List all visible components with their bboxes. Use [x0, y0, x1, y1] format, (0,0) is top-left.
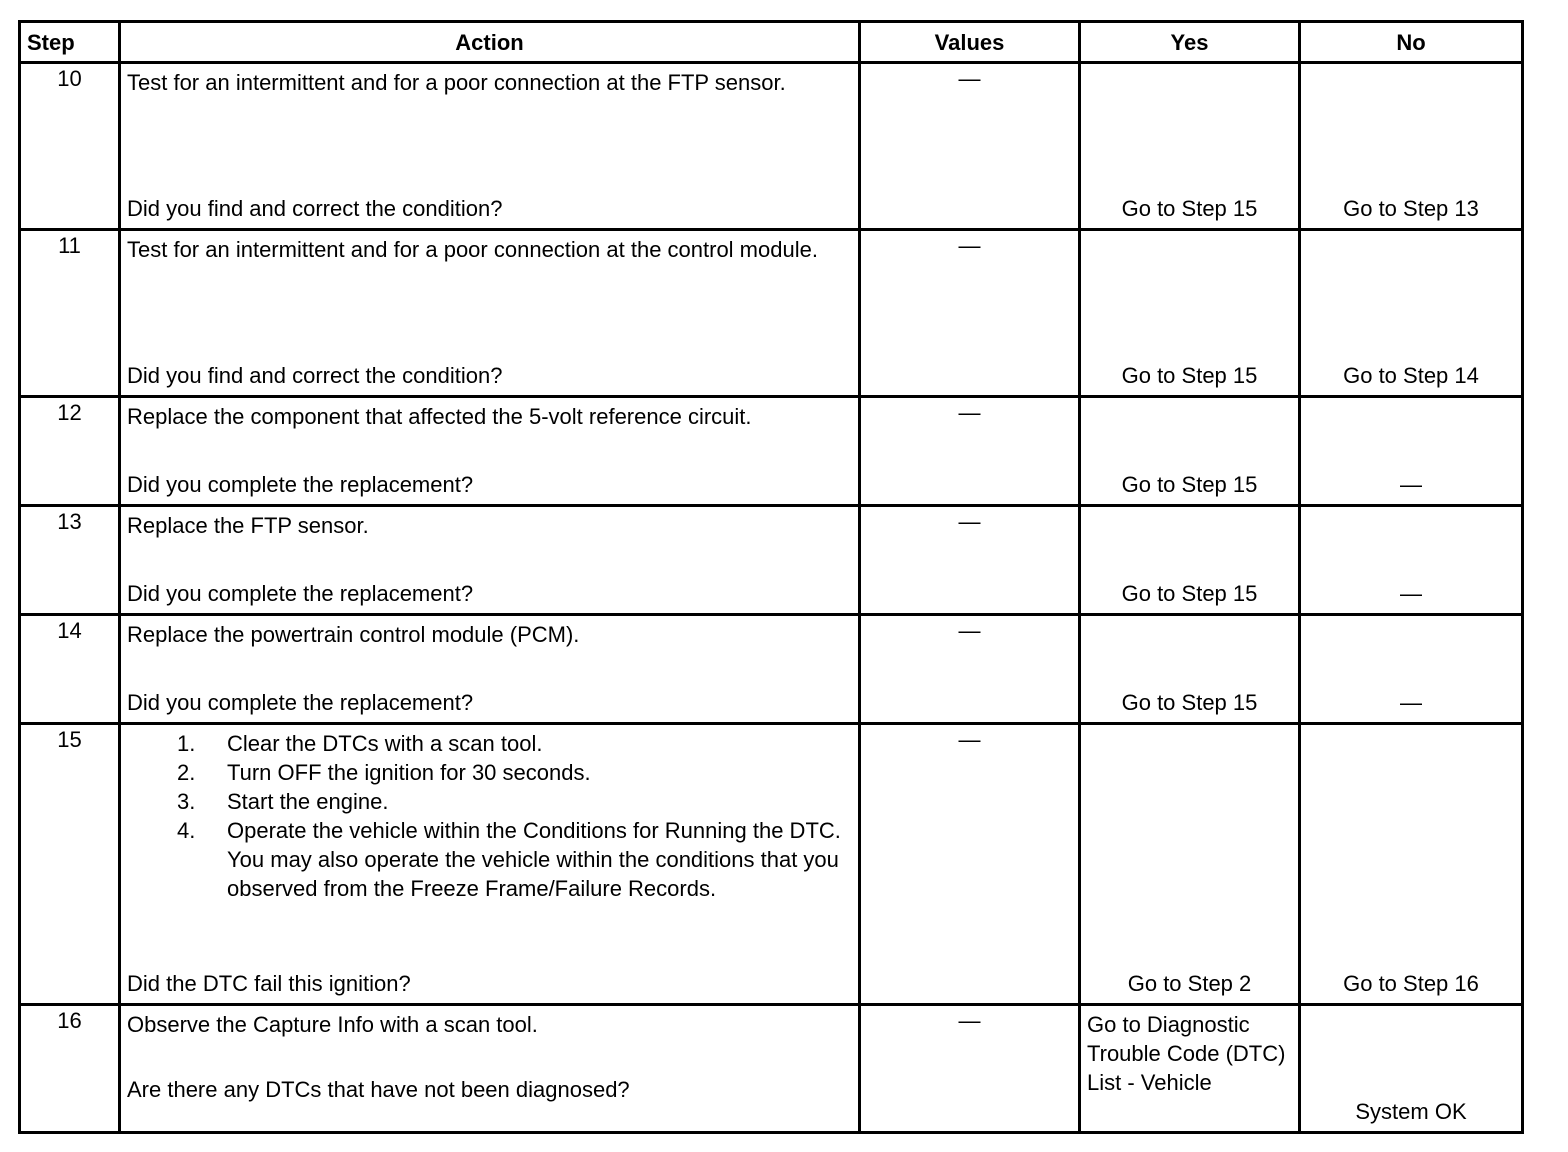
values-cell: —: [860, 506, 1080, 615]
yes-result: Go to Step 2: [1127, 971, 1252, 996]
values-cell: —: [860, 724, 1080, 1005]
step-number: 16: [20, 1005, 120, 1133]
step-number: 11: [20, 230, 120, 397]
header-row: [20, 22, 1523, 63]
action-question: Are there any DTCs that have not been diagnosed?: [127, 1077, 630, 1102]
action-text: Replace the FTP sensor.: [127, 513, 369, 538]
action-question: Did you find and correct the condition?: [127, 196, 503, 221]
action-cell: [120, 724, 860, 1005]
action-question: Did the DTC fail this ignition?: [127, 971, 411, 996]
no-result: Go to Step 16: [1343, 971, 1479, 996]
header-no: No: [1300, 22, 1523, 63]
yes-cell: [1080, 1005, 1300, 1133]
action-cell: [120, 230, 860, 397]
action-cell: [120, 397, 860, 506]
no-cell: [1300, 506, 1523, 615]
table-row: [20, 397, 1523, 506]
action-text: Replace the component that affected the 5-volt reference circuit.: [127, 404, 752, 429]
yes-cell: [1080, 506, 1300, 615]
no-cell: [1300, 1005, 1523, 1133]
step-number: 13: [20, 506, 120, 615]
action-question: Did you complete the replacement?: [127, 472, 474, 497]
table-row: [20, 1005, 1523, 1133]
yes-cell: [1080, 397, 1300, 506]
action-text: Test for an intermittent and for a poor connection at the FTP sensor.: [127, 70, 786, 95]
action-cell: [120, 506, 860, 615]
yes-result: Go to Step 15: [1121, 196, 1258, 221]
values-cell: —: [860, 230, 1080, 397]
step-number: 15: [20, 724, 120, 1005]
yes-cell: [1080, 63, 1300, 230]
action-question: Did you complete the replacement?: [127, 690, 474, 715]
no-cell: [1300, 724, 1523, 1005]
header-yes: Yes: [1080, 22, 1300, 63]
table-row: [20, 63, 1523, 230]
table-row: [20, 506, 1523, 615]
diagnostic-table: [18, 20, 1524, 1134]
values-cell: —: [860, 397, 1080, 506]
action-cell: [120, 615, 860, 724]
procedure-list: [127, 729, 852, 903]
yes-result: Go to Step 15: [1121, 581, 1258, 606]
no-cell: [1300, 230, 1523, 397]
no-result: System OK: [1355, 1099, 1467, 1124]
values-cell: —: [860, 63, 1080, 230]
table-row: [20, 615, 1523, 724]
no-cell: [1300, 63, 1523, 230]
table-row: [20, 724, 1523, 1005]
no-result: —: [1400, 472, 1422, 497]
header-action: Action: [120, 22, 860, 63]
list-item: Start the engine.: [227, 789, 389, 814]
action-list-wrap: [121, 725, 858, 903]
yes-cell: [1080, 615, 1300, 724]
table-row: [20, 230, 1523, 397]
action-question: Did you complete the replacement?: [127, 581, 474, 606]
no-result: Go to Step 14: [1343, 363, 1479, 388]
yes-result: Go to Step 15: [1121, 363, 1258, 388]
list-item: Operate the vehicle within the Conditions for Running the DTC. You may also operate the vehicle within the conditions that you observed from the Freeze Frame/Failure Records.: [227, 818, 841, 901]
step-number: 12: [20, 397, 120, 506]
header-values: Values: [860, 22, 1080, 63]
action-text: Test for an intermittent and for a poor connection at the control module.: [127, 237, 818, 262]
values-cell: —: [860, 615, 1080, 724]
yes-result: Go to Step 15: [1121, 690, 1258, 715]
action-cell: [120, 1005, 860, 1133]
action-question: Did you find and correct the condition?: [127, 363, 503, 388]
yes-cell: [1080, 230, 1300, 397]
action-text: Replace the powertrain control module (PCM).: [127, 622, 580, 647]
action-text: Observe the Capture Info with a scan tool.: [127, 1012, 538, 1037]
yes-result: Go to Step 15: [1121, 472, 1258, 497]
header-step: Step: [20, 22, 120, 63]
step-number: 14: [20, 615, 120, 724]
no-result: Go to Step 13: [1343, 196, 1479, 221]
values-cell: —: [860, 1005, 1080, 1133]
list-item: Clear the DTCs with a scan tool.: [227, 731, 543, 756]
yes-cell: [1080, 724, 1300, 1005]
yes-result: Go to Diagnostic Trouble Code (DTC) List - Vehicle: [1087, 1012, 1286, 1095]
no-cell: [1300, 397, 1523, 506]
list-item: Turn OFF the ignition for 30 seconds.: [227, 760, 591, 785]
no-cell: [1300, 615, 1523, 724]
action-cell: [120, 63, 860, 230]
no-result: —: [1400, 581, 1422, 606]
step-number: 10: [20, 63, 120, 230]
no-result: —: [1400, 690, 1422, 715]
